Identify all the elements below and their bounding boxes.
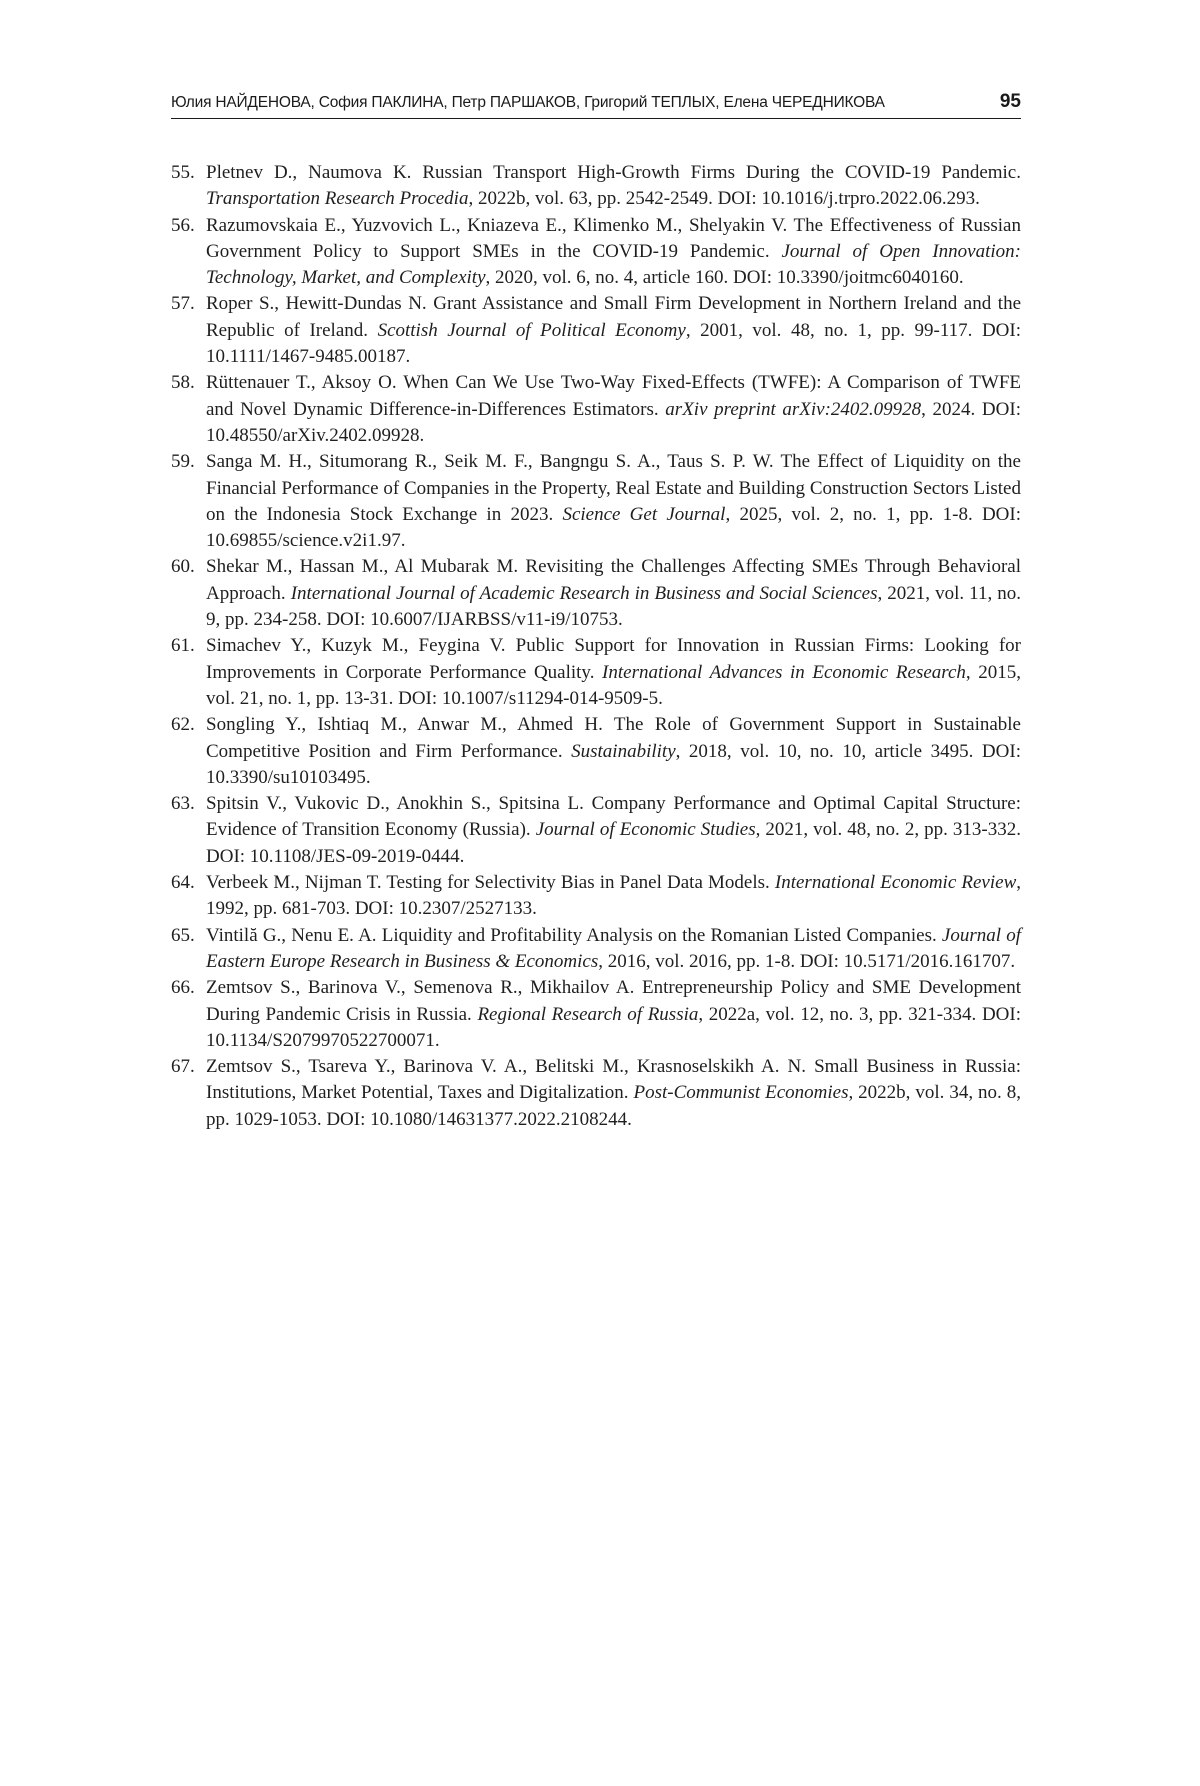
reference-number: 66. [171,975,195,1001]
reference-number: 56. [171,213,195,239]
reference-list [171,160,1021,1133]
reference-details: , 2020, vol. 6, no. 4, article 160. DOI: 10.3390/joitmc6040160. [486,267,964,288]
reference-item [171,291,1021,370]
reference-source: Journal of Economic Studies [536,819,756,840]
reference-item [171,554,1021,633]
reference-number: 60. [171,554,195,580]
reference-details: , 2025, vol. 2, no. 1, pp. 1-8. DOI: 10.69855/science.v2i1.97. [206,504,1021,551]
reference-source: Sustainability [571,741,676,762]
reference-details: , 1992, pp. 681-703. DOI: 10.2307/2527133. [206,872,1021,919]
reference-number: 67. [171,1054,195,1080]
reference-item [171,370,1021,449]
reference-text: Zemtsov S., Tsareva Y., Barinova V. A., Belitski M., Krasnoselskikh A. N. Small Business in Russia: Institutions, Market Potential, Taxes and Digitalization. [206,1056,1021,1103]
page-number: 95 [1000,91,1021,113]
document-page [0,0,1200,1786]
reference-number: 62. [171,712,195,738]
reference-number: 63. [171,791,195,817]
reference-number: 59. [171,449,195,475]
reference-text: Verbeek M., Nijman T. Testing for Selectivity Bias in Panel Data Models. [206,872,775,893]
reference-details: , 2001, vol. 48, no. 1, pp. 99-117. DOI: 10.1111/1467-9485.00187. [206,320,1021,367]
reference-text: Songling Y., Ishtiaq M., Anwar M., Ahmed H. The Role of Government Support in Sustainable Competitive Position and Firm Performance. [206,714,1021,761]
reference-details: , 2022b, vol. 63, pp. 2542-2549. DOI: 10.1016/j.trpro.2022.06.293. [468,188,979,209]
reference-item [171,923,1021,976]
reference-item [171,712,1021,791]
reference-text: Spitsin V., Vukovic D., Anokhin S., Spitsina L. Company Performance and Optimal Capital Structure: Evidence of Transition Economy (Russia). [206,793,1021,840]
reference-item [171,160,1021,213]
reference-details: , 2021, vol. 11, no. 9, pp. 234-258. DOI: 10.6007/IJARBSS/v11-i9/10753. [206,583,1021,630]
reference-details: , 2016, vol. 2016, pp. 1-8. DOI: 10.5171/2016.161707. [598,951,1015,972]
reference-text: Rüttenauer T., Aksoy O. When Can We Use Two-Way Fixed-Effects (TWFE): A Comparison of TWFE and Novel Dynamic Difference-in-Differences Estimators. [206,372,1021,419]
reference-source: International Journal of Academic Research in Business and Social Sciences [291,583,878,604]
reference-source: arXiv preprint arXiv:2402.09928 [665,399,921,420]
reference-details: , 2018, vol. 10, no. 10, article 3495. DOI: 10.3390/su10103495. [206,741,1021,788]
reference-source: Scottish Journal of Political Economy [378,320,686,341]
reference-text: Vintilă G., Nenu E. A. Liquidity and Profitability Analysis on the Romanian Listed Companies. [206,925,942,946]
reference-details: , 2021, vol. 48, no. 2, pp. 313-332. DOI: 10.1108/JES-09-2019-0444. [206,819,1021,866]
reference-source: Journal of Open Innovation: Technology, Market, and Complexity [206,241,1021,288]
reference-item [171,633,1021,712]
reference-text: Pletnev D., Naumova K. Russian Transport High-Growth Firms During the COVID-19 Pandemic. [206,162,1021,183]
reference-number: 57. [171,291,195,317]
reference-text: Sanga M. H., Situmorang R., Seik M. F., Bangngu S. A., Taus S. P. W. The Effect of Liquidity on the Financial Performance of Companies in the Property, Real Estate and Building Construction Sectors Listed on the Indonesia Stock Exchange in 2023. [206,451,1021,525]
reference-source: Science Get Journal [562,504,725,525]
reference-number: 64. [171,870,195,896]
reference-source: Regional Research of Russia [477,1004,698,1025]
reference-item [171,870,1021,923]
reference-text: Razumovskaia E., Yuzvovich L., Kniazeva E., Klimenko M., Shelyakin V. The Effectiveness of Russian Government Policy to Support SMEs in the COVID-19 Pandemic. [206,215,1021,262]
reference-item [171,449,1021,554]
reference-item [171,1054,1021,1133]
reference-source: International Advances in Economic Research [602,662,966,683]
reference-source: International Economic Review [775,872,1016,893]
reference-text: Zemtsov S., Barinova V., Semenova R., Mikhailov A. Entrepreneurship Policy and SME Development During Pandemic Crisis in Russia. [206,977,1021,1024]
reference-details: , 2015, vol. 21, no. 1, pp. 13-31. DOI: 10.1007/s11294-014-9509-5. [206,662,1021,709]
reference-text: Simachev Y., Kuzyk M., Feygina V. Public Support for Innovation in Russian Firms: Looking for Improvements in Corporate Performance Quality. [206,635,1021,682]
reference-number: 65. [171,923,195,949]
reference-details: , 2024. DOI: 10.48550/arXiv.2402.09928. [206,399,1021,446]
reference-source: Transportation Research Procedia [206,188,468,209]
reference-details: , 2022a, vol. 12, no. 3, pp. 321-334. DOI: 10.1134/S2079970522700071. [206,1004,1021,1051]
reference-item [171,975,1021,1054]
reference-details: , 2022b, vol. 34, no. 8, pp. 1029-1053. DOI: 10.1080/14631377.2022.2108244. [206,1082,1021,1129]
reference-item [171,213,1021,292]
header-authors: Юлия НАЙДЕНОВА, София ПАКЛИНА, Петр ПАРШАКОВ, Григорий ТЕПЛЫХ, Елена ЧЕРЕДНИКОВА [171,94,885,112]
reference-number: 58. [171,370,195,396]
reference-item [171,791,1021,870]
running-header [171,88,1021,119]
reference-text: Roper S., Hewitt-Dundas N. Grant Assistance and Small Firm Development in Northern Ireland and the Republic of Ireland. [206,293,1021,340]
reference-number: 61. [171,633,195,659]
reference-number: 55. [171,160,195,186]
reference-text: Shekar M., Hassan M., Al Mubarak M. Revisiting the Challenges Affecting SMEs Through Behavioral Approach. [206,556,1021,603]
reference-source: Post-Communist Economies [633,1082,848,1103]
reference-source: Journal of Eastern Europe Research in Business & Economics [206,925,1021,972]
